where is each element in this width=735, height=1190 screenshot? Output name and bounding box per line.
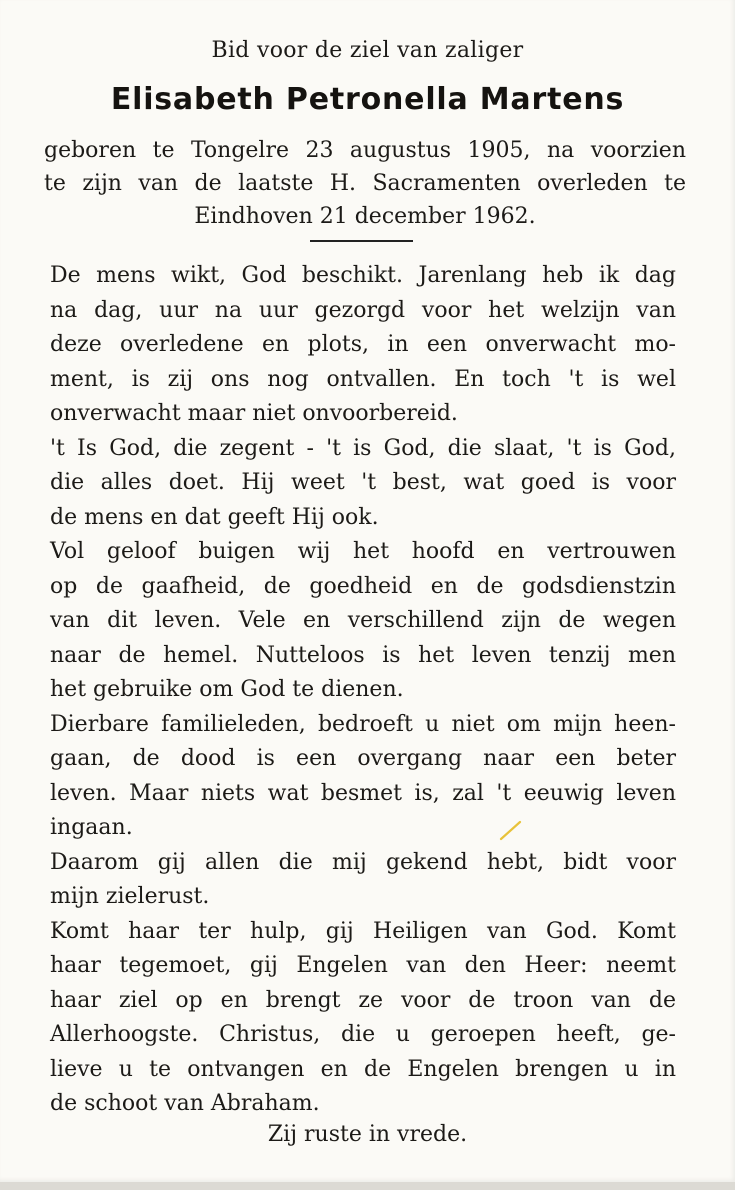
prayer-line: van dit leven. Vele en verschillend zijn de wegen <box>50 608 676 633</box>
prayer-line: Allerhoogste. Christus, die u geroepen heeft, ge- <box>50 1022 676 1047</box>
bio-line: Eindhoven 21 december 1962. <box>194 204 536 229</box>
prayer-line: leven. Maar niets wat besmet is, zal 't eeuwig leven <box>50 780 676 806</box>
prayer-line: op de gaafheid, de goedheid en de godsdienstzin <box>50 573 676 599</box>
prayer-line: Vol geloof buigen wij het hoofd en vertrouwen <box>50 539 676 564</box>
prayer-text <box>50 259 676 1122</box>
closing-line: Zij ruste in vrede. <box>267 1122 468 1147</box>
prayer-line: ment, is zij ons nog ontvallen. En toch 't is wel <box>50 366 676 392</box>
invocation-line: Bid voor de ziel van zaliger <box>211 38 524 63</box>
pen-mark <box>498 818 526 842</box>
bio-line: te zijn van de laatste H. Sacramenten overleden te <box>44 171 686 196</box>
biographical-details <box>44 134 686 233</box>
prayer-line: Daarom gij allen die mij gekend hebt, bidt voor <box>50 849 676 875</box>
prayer-line: gaan, de dood is een overgang naar een beter <box>50 746 676 771</box>
prayer-line: lieve u te ontvangen en de Engelen brengen u in <box>50 1056 676 1082</box>
prayer-line: 't Is God, die zegent - 't is God, die slaat, 't is God, <box>50 435 676 461</box>
prayer-line: naar de hemel. Nutteloos is het leven tenzij men <box>50 642 676 668</box>
prayer-line: Dierbare familieleden, bedroeft u niet om mijn heen- <box>50 711 676 737</box>
prayer-line: deze overledene en plots, in een onverwacht mo- <box>50 332 676 357</box>
prayer-line: de mens en dat geeft Hij ook. <box>50 504 379 530</box>
prayer-line: De mens wikt, God beschikt. Jarenlang heb ik dag <box>50 263 676 288</box>
prayer-line: die alles doet. Hij weet 't best, wat goed is voor <box>50 470 676 495</box>
card-bottom-edge <box>0 1182 735 1190</box>
prayer-line: haar tegemoet, gij Engelen van den Heer: neemt <box>50 953 676 978</box>
bio-line: geboren te Tongelre 23 augustus 1905, na voorzien <box>44 138 686 163</box>
divider-rule <box>310 240 413 242</box>
prayer-line: Komt haar ter hulp, gij Heiligen van God. Komt <box>50 918 676 944</box>
prayer-line: ingaan. <box>50 815 133 840</box>
prayer-line: het gebruike om God te dienen. <box>50 677 404 702</box>
deceased-name: Elisabeth Petronella Martens <box>110 82 625 117</box>
prayer-line: de schoot van Abraham. <box>50 1091 320 1116</box>
prayer-line: na dag, uur na uur gezorgd voor het welzijn van <box>50 297 676 323</box>
prayer-line: mijn zielerust. <box>50 884 210 909</box>
prayer-line: haar ziel op en brengt ze voor de troon van de <box>50 987 676 1013</box>
prayer-line: onverwacht maar niet onvoorbereid. <box>50 401 458 426</box>
